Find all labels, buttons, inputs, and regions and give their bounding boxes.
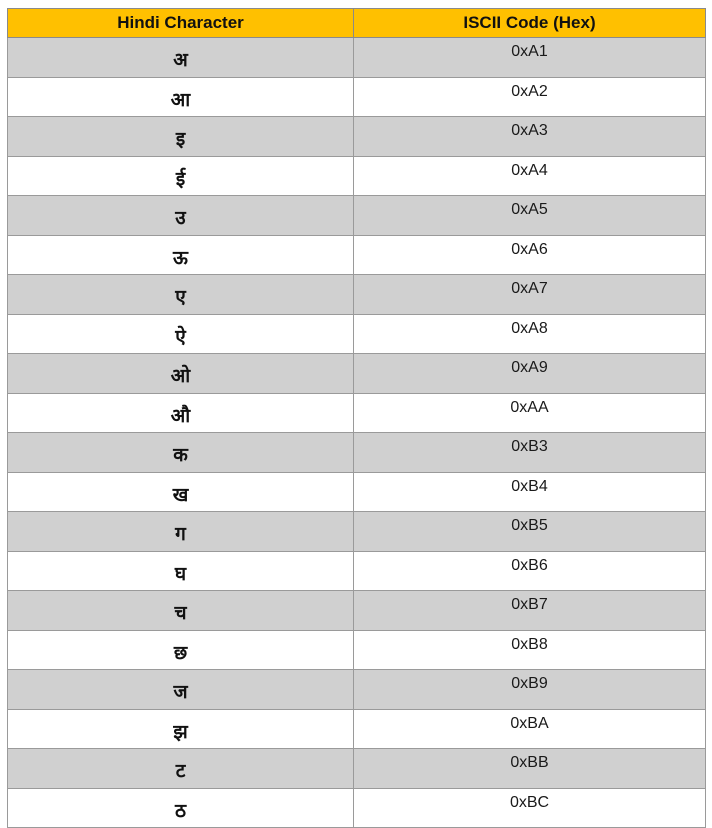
- hindi-char-cell: च: [8, 591, 354, 631]
- iscii-code-cell: 0xBA: [354, 709, 706, 749]
- hindi-char-cell: ज: [8, 670, 354, 710]
- hindi-char-cell: ओ: [8, 354, 354, 394]
- iscii-code-cell: 0xA6: [354, 235, 706, 275]
- iscii-code-cell: 0xBC: [354, 788, 706, 828]
- hindi-char-cell: अ: [8, 38, 354, 78]
- iscii-code-cell: 0xA7: [354, 275, 706, 315]
- header-hindi-character: Hindi Character: [8, 9, 354, 38]
- iscii-code-cell: 0xAA: [354, 393, 706, 433]
- hindi-char-cell: घ: [8, 551, 354, 591]
- hindi-char-cell: ठ: [8, 788, 354, 828]
- hindi-char-cell: ए: [8, 275, 354, 315]
- hindi-char-cell: छ: [8, 630, 354, 670]
- iscii-code-cell: 0xB4: [354, 472, 706, 512]
- iscii-code-cell: 0xA8: [354, 314, 706, 354]
- table-row: [8, 77, 706, 117]
- iscii-code-cell: 0xA3: [354, 117, 706, 157]
- table-row: [8, 196, 706, 236]
- iscii-code-cell: 0xB5: [354, 512, 706, 552]
- table-row: [8, 433, 706, 473]
- hindi-char-cell: ऊ: [8, 235, 354, 275]
- iscii-code-cell: 0xA5: [354, 196, 706, 236]
- iscii-table: [7, 8, 706, 828]
- iscii-code-cell: 0xB7: [354, 591, 706, 631]
- iscii-code-cell: 0xBB: [354, 749, 706, 789]
- iscii-code-cell: 0xA2: [354, 77, 706, 117]
- table-row: [8, 591, 706, 631]
- hindi-char-cell: ट: [8, 749, 354, 789]
- iscii-code-cell: 0xB8: [354, 630, 706, 670]
- iscii-code-cell: 0xB6: [354, 551, 706, 591]
- table-row: [8, 235, 706, 275]
- iscii-code-cell: 0xA9: [354, 354, 706, 394]
- hindi-char-cell: आ: [8, 77, 354, 117]
- table-row: [8, 38, 706, 78]
- table-row: [8, 749, 706, 789]
- header-iscii-code: ISCII Code (Hex): [354, 9, 706, 38]
- hindi-char-cell: ग: [8, 512, 354, 552]
- table-row: [8, 512, 706, 552]
- hindi-char-cell: ई: [8, 156, 354, 196]
- table-row: [8, 670, 706, 710]
- table-row: [8, 393, 706, 433]
- hindi-char-cell: इ: [8, 117, 354, 157]
- hindi-char-cell: ऐ: [8, 314, 354, 354]
- table-row: [8, 314, 706, 354]
- table-row: [8, 551, 706, 591]
- hindi-char-cell: क: [8, 433, 354, 473]
- hindi-char-cell: उ: [8, 196, 354, 236]
- table-row: [8, 630, 706, 670]
- table-row: [8, 788, 706, 828]
- hindi-char-cell: ख: [8, 472, 354, 512]
- iscii-code-cell: 0xA4: [354, 156, 706, 196]
- iscii-code-cell: 0xB9: [354, 670, 706, 710]
- hindi-char-cell: झ: [8, 709, 354, 749]
- table-row: [8, 275, 706, 315]
- table-row: [8, 117, 706, 157]
- hindi-char-cell: औ: [8, 393, 354, 433]
- iscii-code-cell: 0xA1: [354, 38, 706, 78]
- iscii-code-cell: 0xB3: [354, 433, 706, 473]
- iscii-table-container: [7, 8, 705, 828]
- header-row: [8, 9, 706, 38]
- table-row: [8, 709, 706, 749]
- table-body: [8, 38, 706, 828]
- table-row: [8, 472, 706, 512]
- table-row: [8, 156, 706, 196]
- table-row: [8, 354, 706, 394]
